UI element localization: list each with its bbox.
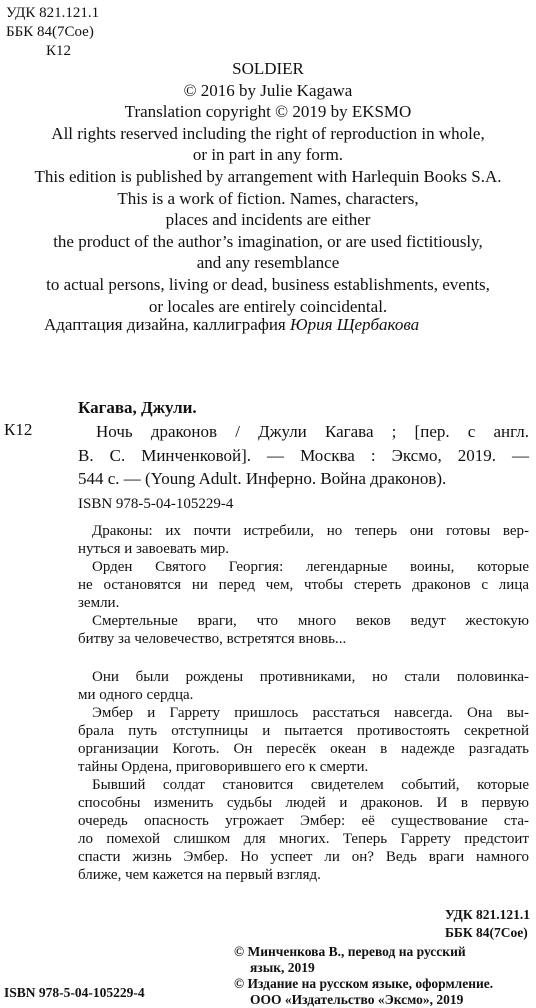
copyright-line: ООО «Издательство «Эксмо», 2019	[250, 992, 464, 1007]
copyright-line: © 2016 by Julie Kagawa	[183, 80, 353, 100]
author-heading: Кагава, Джули.	[78, 398, 197, 417]
copyright-line: and any resemblance	[196, 253, 340, 273]
annotation-line: битву за человечество, встретятся вновь...	[78, 631, 347, 647]
annotation-line: брала путь отступницы и пытается противостоять секретной	[78, 723, 529, 739]
annotation-line: Эмбер и Гаррету пришлось расстаться навсегда. Она вы-	[92, 705, 529, 721]
designer-name: Юрия Щербакова	[290, 315, 420, 334]
copyright-line: or locales are entirely coincidental.	[148, 296, 388, 316]
copyright-line: Translation copyright © 2019 by EKSMO	[124, 102, 412, 122]
original-title: SOLDIER	[232, 59, 304, 78]
bottom-classification	[445, 906, 530, 942]
copyright-line: or in part in any form.	[192, 145, 344, 165]
annotation-line: организации Коготь. Он пересёк океан в надежде разгадать	[78, 741, 529, 757]
annotation-line: способны изменить судьбы людей и драконов. И в первую	[78, 795, 529, 811]
author-mark: К12	[46, 43, 72, 59]
biblio-line: 544 с. — (Young Adult. Инферно. Война драконов).	[78, 469, 447, 488]
annotation-line: спасти жизнь Эмбер. Но успеет ли он? Ведь враги намного	[78, 849, 529, 865]
annotation-line: Бывший солдат становится свидетелем событий, которые	[92, 777, 529, 793]
annotation-part-2	[78, 668, 529, 884]
design-credit	[44, 315, 419, 335]
copyright-line: All rights reserved including the right of reproduction in whole,	[51, 123, 485, 143]
udk-code: УДК 821.121.1	[445, 907, 530, 922]
english-copyright-block	[0, 58, 536, 317]
copyright-line: places and incidents are either	[165, 210, 371, 230]
copyright-line: This edition is published by arrangement with Harlequin Books S.A.	[34, 166, 502, 186]
copyright-line: язык, 2019	[250, 960, 315, 975]
copyright-line: the product of the author’s imagination, or are used fictitiously,	[53, 231, 483, 251]
isbn: ISBN 978-5-04-105229-4	[78, 496, 234, 512]
author-sign: К12	[4, 420, 33, 439]
annotation-line: ло помехой слишком для многих. Теперь Гаррету предстоит	[78, 831, 529, 847]
bbk-code: ББК 84(7Сое)	[445, 925, 528, 940]
copyright-line: This is a work of fiction. Names, characters,	[117, 188, 419, 208]
annotation-line: ближе, чем кажется на первый взгляд.	[78, 867, 321, 883]
annotation-line: ми одного сердца.	[78, 687, 194, 703]
russian-copyright-block	[234, 944, 493, 1008]
copyright-line: © Минченкова В., перевод на русский	[234, 944, 466, 959]
biblio-line: В. С. Минченковой]. — Москва : Эксмо, 2019. —	[78, 445, 529, 465]
copyright-line: © Издание на русском языке, оформление.	[234, 976, 494, 991]
biblio-line: Ночь драконов / Джули Кагава ; [пер. с англ.	[96, 422, 529, 441]
annotation-line: земли.	[78, 595, 120, 611]
annotation-line: нуться и завоевать мир.	[78, 541, 229, 557]
udk-code: УДК 821.121.1	[6, 5, 100, 21]
copyright-line: to actual persons, living or dead, business establishments, events,	[46, 274, 490, 294]
annotation-line: Драконы: их почти истребили, но теперь они готовы вер-	[92, 523, 529, 539]
bbk-code: ББК 84(7Сое)	[6, 24, 94, 40]
top-classification	[6, 4, 99, 61]
isbn-bottom: ISBN 978-5-04-105229-4	[4, 985, 145, 1000]
annotation-part-1	[78, 522, 529, 648]
annotation-line: очередь опасность угрожает Эмбер: её существование ста-	[78, 813, 529, 829]
annotation-line: Орден Святого Георгия: легендарные воины, которые	[92, 559, 529, 575]
design-label: Адаптация дизайна, каллиграфия	[44, 315, 286, 334]
annotation-line: Они были рождены противниками, но стали половинка-	[92, 669, 529, 685]
annotation-line: Смертельные враги, что много веков ведут жестокую	[92, 613, 529, 629]
annotation-line: не остановятся ни перед чем, чтобы стереть драконов с лица	[78, 577, 529, 593]
bibliographic-description	[78, 420, 529, 491]
annotation-line: тайны Ордена, приговорившего его к смерти.	[78, 759, 369, 775]
